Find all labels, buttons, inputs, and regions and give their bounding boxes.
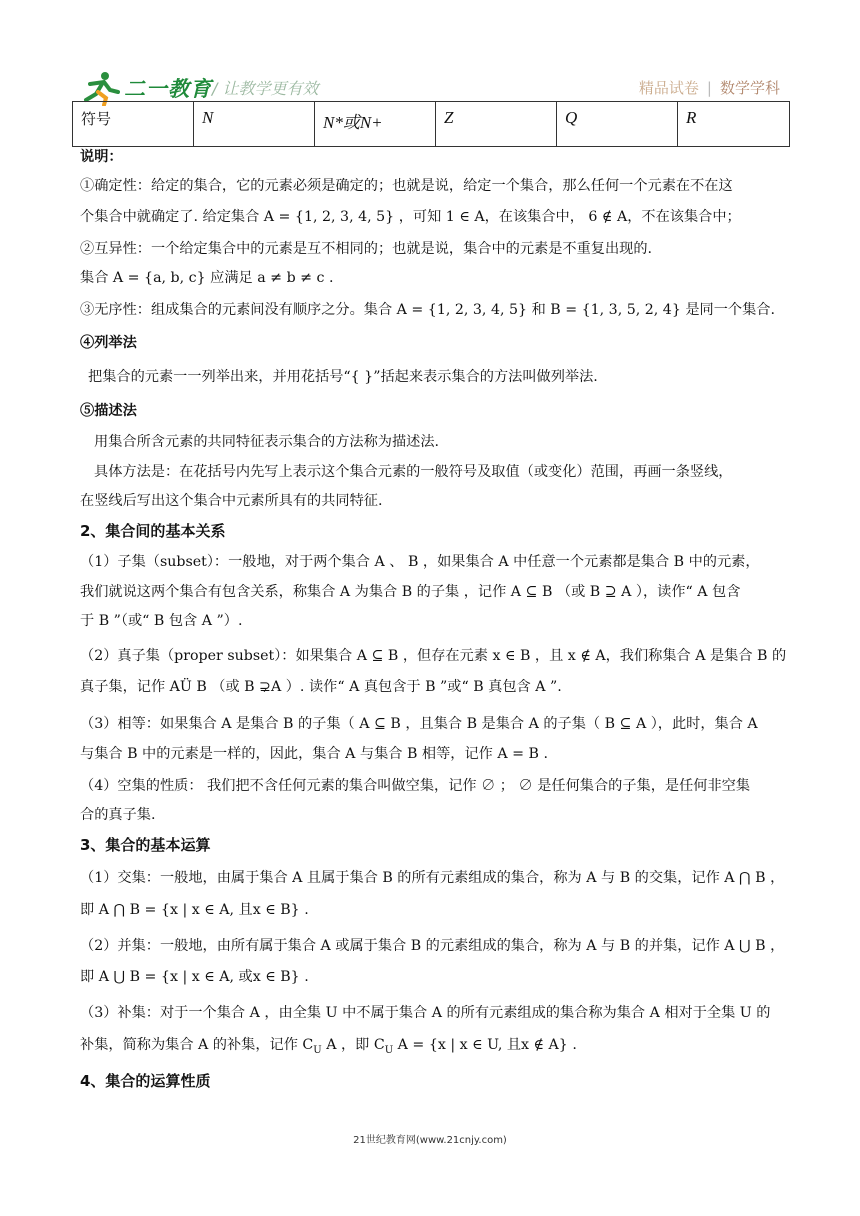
table-cell: Z [436,102,557,147]
header-label-subject: 数学学科 [719,79,780,97]
method-heading: ⑤描述法 [80,403,137,419]
text-line: （1）子集（subset）：一般地，对于两个集合 A 、 B ，如果集合 A 中任意一个元素都是集合 B 中的元素， [80,554,760,570]
table-row [73,102,790,147]
header-right [639,77,780,98]
text-line: ②互异性：一个给定集合中的元素是互不相同的；也就是说，集合中的元素是不重复出现的. [80,241,653,257]
text-line: 我们就说这两个集合有包含关系，称集合 A 为集合 B 的子集 ，记作 A ⊆ B （或 B ⊇ A ），读作“ A 包含 [80,584,741,600]
text-segment: A ，即 C [321,1037,385,1053]
text-line: 把集合的元素一一列举出来，并用花括号“{ }”括起来表示集合的方法叫做列举法. [88,369,598,385]
text-line: 具体方法是：在花括号内先写上表示这个集合元素的一般符号及取值（或变化）范围，再画一条竖线， [94,464,733,480]
section-heading: 4、集合的运算性质 [80,1072,211,1090]
text-line: （1）交集：一般地，由属于集合 A 且属于集合 B 的所有元素组成的集合，称为 A 与 B 的交集，记作 A ⋂ B ， [80,870,785,886]
logo-text: 二一教育 [124,77,212,101]
header-label-premium: 精品试卷 [638,79,699,97]
text-line: ③无序性：组成集合的元素间没有顺序之分。集合 A = {1, 2, 3, 4, 5} 和 B = {1, 3, 5, 2, 4} 是同一个集合. [80,302,776,318]
text-line [80,1034,577,1062]
text-line: ①确定性：给定的集合，它的元素必须是确定的；也就是说，给定一个集合，那么任何一个元素在不在这 [80,178,733,194]
text-line: 个集合中就确定了. 给定集合 A = {1, 2, 3, 4, 5} ，可知 1 ∈ A，在该集合中， 6 ∉ A，不在该集合中； [80,209,741,225]
section-heading: 3、集合的基本运算 [80,836,211,854]
table-cell: Q [557,102,678,147]
symbol-table [72,101,790,147]
text-segment: A = {x | x ∈ U, 且x ∉ A} . [393,1037,577,1053]
text-line: 合的真子集. [80,807,156,823]
slogan: / 让教学更有效 [212,79,319,98]
text-line: 即 A ⋂ B = {x | x ∈ A, 且x ∈ B} . [80,902,309,918]
table-cell: N*或N+ [315,102,436,147]
text-line: （3）相等：如果集合 A 是集合 B 的子集（ A ⊆ B ，且集合 B 是集合 A 的子集（ B ⊆ A ），此时，集合 A [80,716,758,732]
text-line: 真子集，记作 AÜ B （或 B ⊋A ）. 读作“ A 真包含于 B ”或“ B 真包含 A ”. [80,679,562,695]
method-heading: ④列举法 [80,335,137,351]
text-line: 在竖线后写出这个集合中元素所具有的共同特征. [80,493,383,509]
header-separator: | [706,79,712,97]
text-line: 用集合所含元素的共同特征表示集合的方法称为描述法. [94,434,440,450]
section-heading: 2、集合间的基本关系 [80,522,226,540]
text-line: 即 A ⋃ B = {x | x ∈ A, 或x ∈ B} . [80,969,309,985]
text-line: 于 B ”（或“ B 包含 A ”）. [80,613,243,629]
text-segment: 补集，简称为集合 A 的补集，记作 C [80,1037,314,1053]
text-line: 与集合 B 中的元素是一样的，因此，集合 A 与集合 B 相等，记作 A = B . [80,746,548,762]
text-line: （3）补集：对于一个集合 A ，由全集 U 中不属于集合 A 的所有元素组成的集合称为集合 A 相对于全集 U 的 [80,1005,771,1021]
table-cell: 符号 [73,102,194,147]
subscript: U [384,1044,394,1056]
text-line: （2）真子集（proper subset）：如果集合 A ⊆ B ，但存在元素 x ∈ B ，且 x ∉ A，我们称集合 A 是集合 B 的 [80,648,787,664]
table-cell: R [678,102,790,147]
text-line: （4）空集的性质： 我们把不含任何元素的集合叫做空集，记作 ∅ ； ∅ 是任何集合的子集，是任何非空集 [80,778,751,794]
text-line: （2）并集：一般地，由所有属于集合 A 或属于集合 B 的元素组成的集合，称为 A 与 B 的并集，记作 A ⋃ B ， [80,938,785,954]
text-line: 集合 A = {a, b, c} 应满足 a ≠ b ≠ c . [80,270,334,286]
table-cell: N [194,102,315,147]
subscript: U [313,1044,322,1056]
page-footer: 21世纪教育网(www.21cnjy.com) [353,1135,507,1146]
note-heading: 说明： [80,149,123,165]
